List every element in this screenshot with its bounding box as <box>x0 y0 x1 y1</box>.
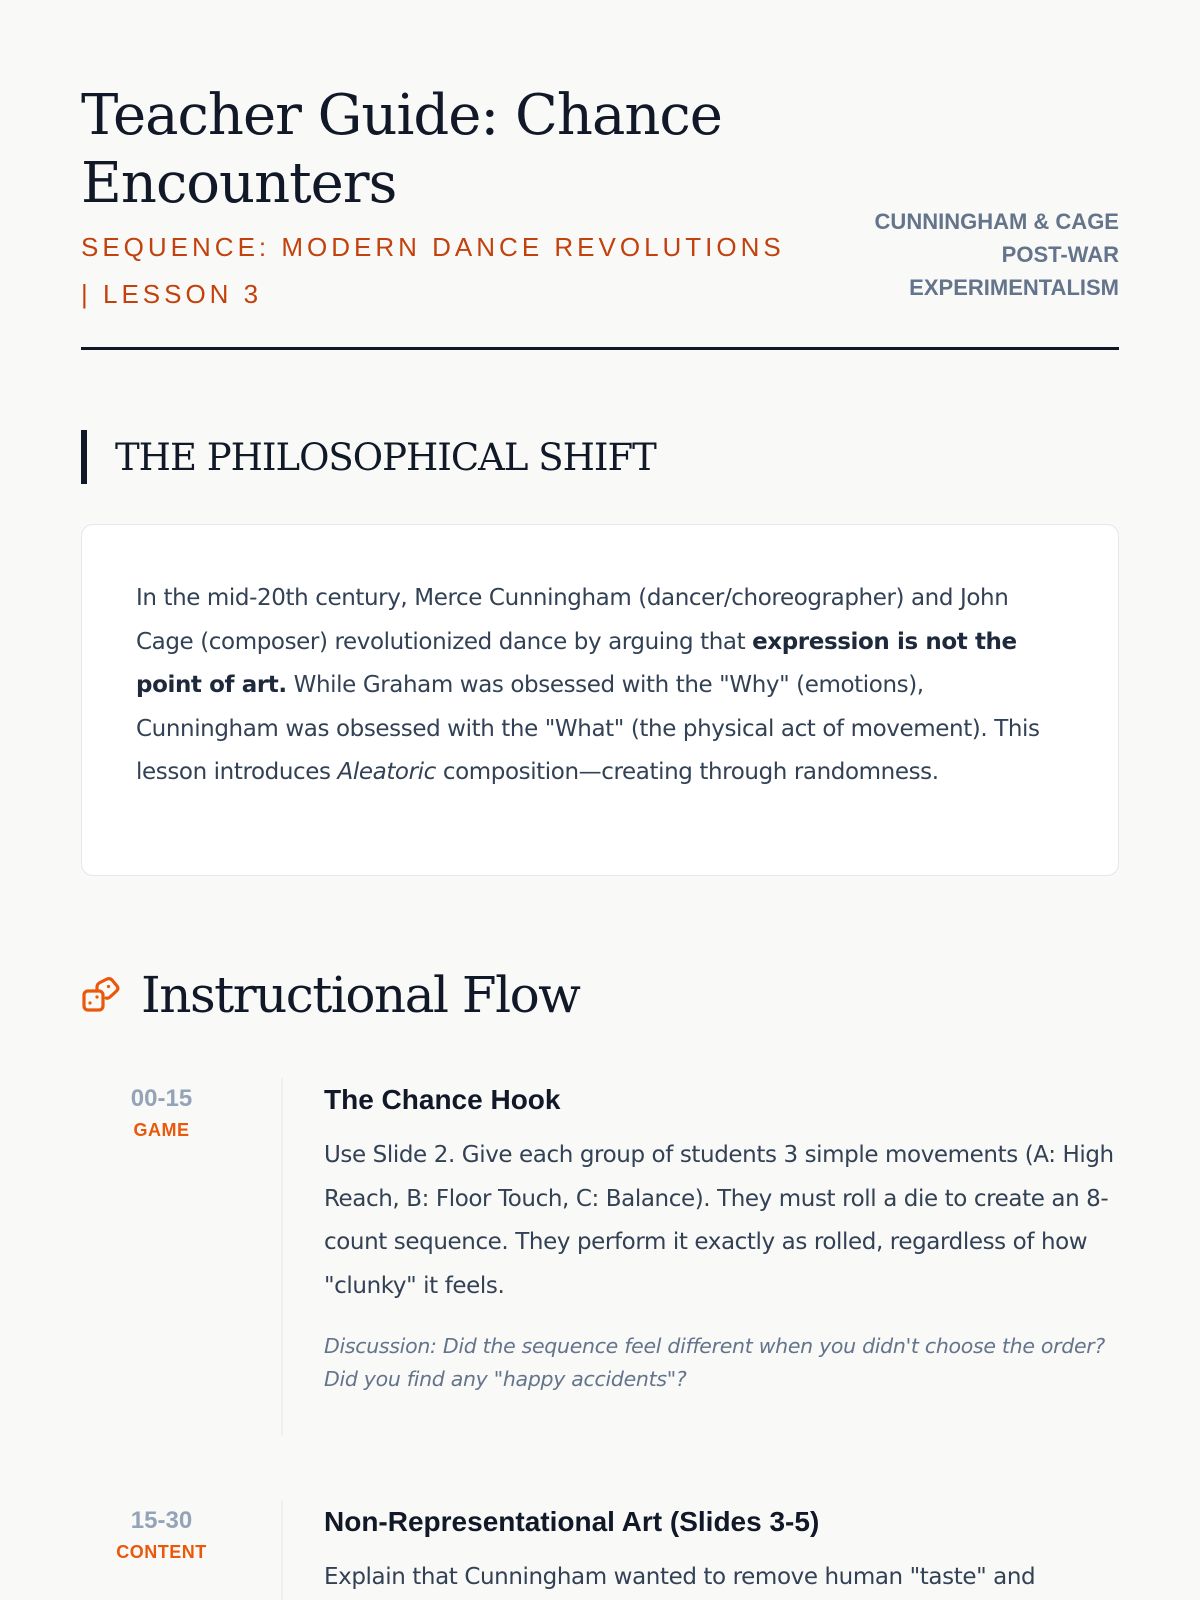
flow-content <box>281 1078 1119 1436</box>
section-title: THE PHILOSOPHICAL SHIFT <box>115 435 656 479</box>
flow-heading <box>81 960 1119 1030</box>
instructional-flow-section <box>81 960 1119 1600</box>
discussion-prompt: Discussion: Did the sequence feel different when you didn't choose the order? Did you find any "happy accidents"? <box>324 1334 1105 1391</box>
time-range: 15-30 <box>130 1507 193 1534</box>
flow-item-title: The Chance Hook <box>324 1084 561 1115</box>
meta-tags <box>875 205 1119 304</box>
meta-tag: POST-WAR <box>1001 242 1119 267</box>
dice-icon <box>81 975 121 1015</box>
time-range: 00-15 <box>130 1085 193 1112</box>
italic-term: Aleatoric <box>337 759 436 785</box>
flow-content <box>281 1500 1119 1600</box>
meta-tag: EXPERIMENTALISM <box>909 275 1119 300</box>
page-title: Teacher Guide: Chance Encounters <box>81 83 722 216</box>
section-heading <box>81 430 1119 484</box>
text-span: composition—creating through randomness. <box>435 759 939 785</box>
flow-title: Instructional Flow <box>141 966 580 1024</box>
philosophical-shift-section <box>81 430 1119 876</box>
philosophy-text <box>136 577 1064 795</box>
flow-item <box>81 1500 1119 1600</box>
activity-tag: GAME <box>133 1120 190 1140</box>
activity-tag: CONTENT <box>116 1542 207 1562</box>
time-column <box>81 1078 281 1436</box>
guide-header <box>81 0 1119 350</box>
philosophy-card <box>81 524 1119 876</box>
text-span: In the mid-20th century, Merce Cunningham (dancer/choreographer) and John Cage (composer) revolutionized dance by arguing that <box>136 585 1009 655</box>
sequence-subtitle: SEQUENCE: MODERN DANCE REVOLUTIONS | LESSON 3 <box>81 232 785 309</box>
flow-item-body: Explain that Cunningham wanted to remove human "taste" and <box>324 1564 1036 1590</box>
meta-tag: CUNNINGHAM & CAGE <box>874 209 1119 234</box>
bold-emphasis: expression is not the point of art. <box>136 628 1017 698</box>
time-column <box>81 1500 281 1600</box>
flow-item-title: Non-Representational Art (Slides 3-5) <box>324 1506 820 1537</box>
text-span: While Graham was obsessed with the "Why" (emotions), Cunningham was obsessed with the "What" (the physical act of movement). This lesson introduces <box>136 672 1040 785</box>
flow-item-body: Use Slide 2. Give each group of students 3 simple movements (A: High Reach, B: Floor Touch, C: Balance). They must roll a die to create an 8-count sequence. They perform it exactly as rolled, regardless of how "clunky" it feels. <box>324 1142 1114 1299</box>
flow-item <box>81 1078 1119 1436</box>
